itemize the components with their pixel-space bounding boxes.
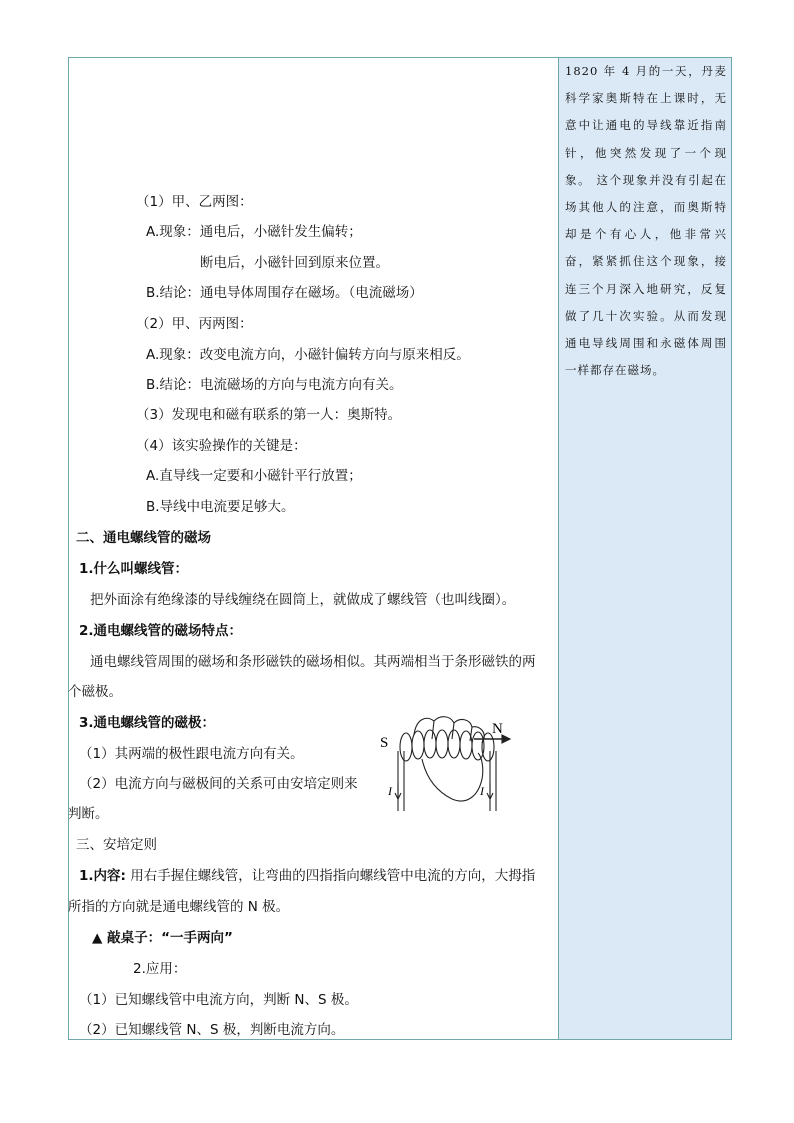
item-2-phenomenon: A.现象：改变电流方向，小磁针偏转方向与原来相反。 <box>146 347 470 363</box>
current-arrow-right <box>487 783 493 799</box>
section-2-title: 二、通电螺线管的磁场 <box>76 530 211 546</box>
hand-palm <box>422 753 483 801</box>
label-s: S <box>380 735 389 751</box>
content-text: 用右手握住螺线管，让弯曲的四指指向螺线管中电流的方向，大拇指 <box>125 868 536 884</box>
label-i-right: I <box>480 784 484 798</box>
section-3-content <box>79 867 535 885</box>
item-2-heading: （2）甲、丙两图： <box>136 316 253 332</box>
right-hand-solenoid-figure <box>378 713 516 821</box>
section-2-text-1: 把外面涂有绝缘漆的导线缠绕在圆筒上，就做成了螺线管（也叫线圈）。 <box>90 592 516 608</box>
item-1-phenomenon-cont: 断电后，小磁针回到原来位置。 <box>200 255 389 271</box>
current-arrow-left <box>395 783 401 799</box>
section-2-text-3a: （1）其两端的极性跟电流方向有关。 <box>79 746 304 762</box>
section-2-sub-1: 1.什么叫螺线管： <box>79 561 189 577</box>
application-heading: 2.应用： <box>133 961 187 977</box>
sidebar-note-text: 1820 年 4 月的一天，丹麦科学家奥斯特在上课时，无意中让通电的导线靠近指南针，他突然发现了一个现象。 这个现象并没有引起在场其他人的注意，而奥斯特却是个有心人，他非常兴奋，紧紧抓住这个现象，接连三个月深入地研究，反复做了几十次实验。从而发现通电导线周围和永磁体周围一样都存在磁场。 <box>565 64 727 378</box>
memory-tip: ▲ 敲桌子：“一手两向” <box>92 930 233 946</box>
label-i-left: I <box>388 784 392 798</box>
item-1-conclusion: B.结论：通电导体周围存在磁场。（电流磁场） <box>146 285 423 301</box>
section-2-sub-2: 2.通电螺线管的磁场特点： <box>79 623 243 639</box>
section-2-text-2: 通电螺线管周围的磁场和条形磁铁的磁场相似。其两端相当于条形磁铁的两 <box>90 654 536 670</box>
item-4-a: A.直导线一定要和小磁针平行放置； <box>146 468 362 484</box>
application-1: （1）已知螺线管中电流方向，判断 N、S 极。 <box>79 992 358 1008</box>
section-2-text-3b-cont: 判断。 <box>68 806 109 822</box>
item-2-conclusion: B.结论：电流磁场的方向与电流方向有关。 <box>146 377 403 393</box>
item-1-heading: （1）甲、乙两图： <box>136 194 253 210</box>
section-3-content-cont: 所指的方向就是通电螺线管的 N 极。 <box>68 899 290 915</box>
content-label: 1.内容: <box>79 868 126 884</box>
arrow-head <box>502 735 510 743</box>
section-2-text-2-cont: 个磁极。 <box>68 684 122 700</box>
label-n: N <box>492 721 503 737</box>
section-3-title: 三、安培定则 <box>76 837 157 853</box>
item-3: （3）发现电和磁有联系的第一人：奥斯特。 <box>136 407 402 423</box>
section-2-sub-3: 3.通电螺线管的磁极： <box>79 715 216 731</box>
application-2: （2）已知螺线管 N、S 极，判断电流方向。 <box>79 1022 345 1038</box>
coil-end-left <box>400 733 412 761</box>
item-4-b: B.导线中电流要足够大。 <box>146 499 295 515</box>
item-4-heading: （4）该实验操作的关键是： <box>136 438 307 454</box>
item-1-phenomenon: A.现象：通电后，小磁针发生偏转； <box>146 224 362 240</box>
section-2-text-3b: （2）电流方向与磁极间的关系可由安培定则来 <box>79 776 358 792</box>
